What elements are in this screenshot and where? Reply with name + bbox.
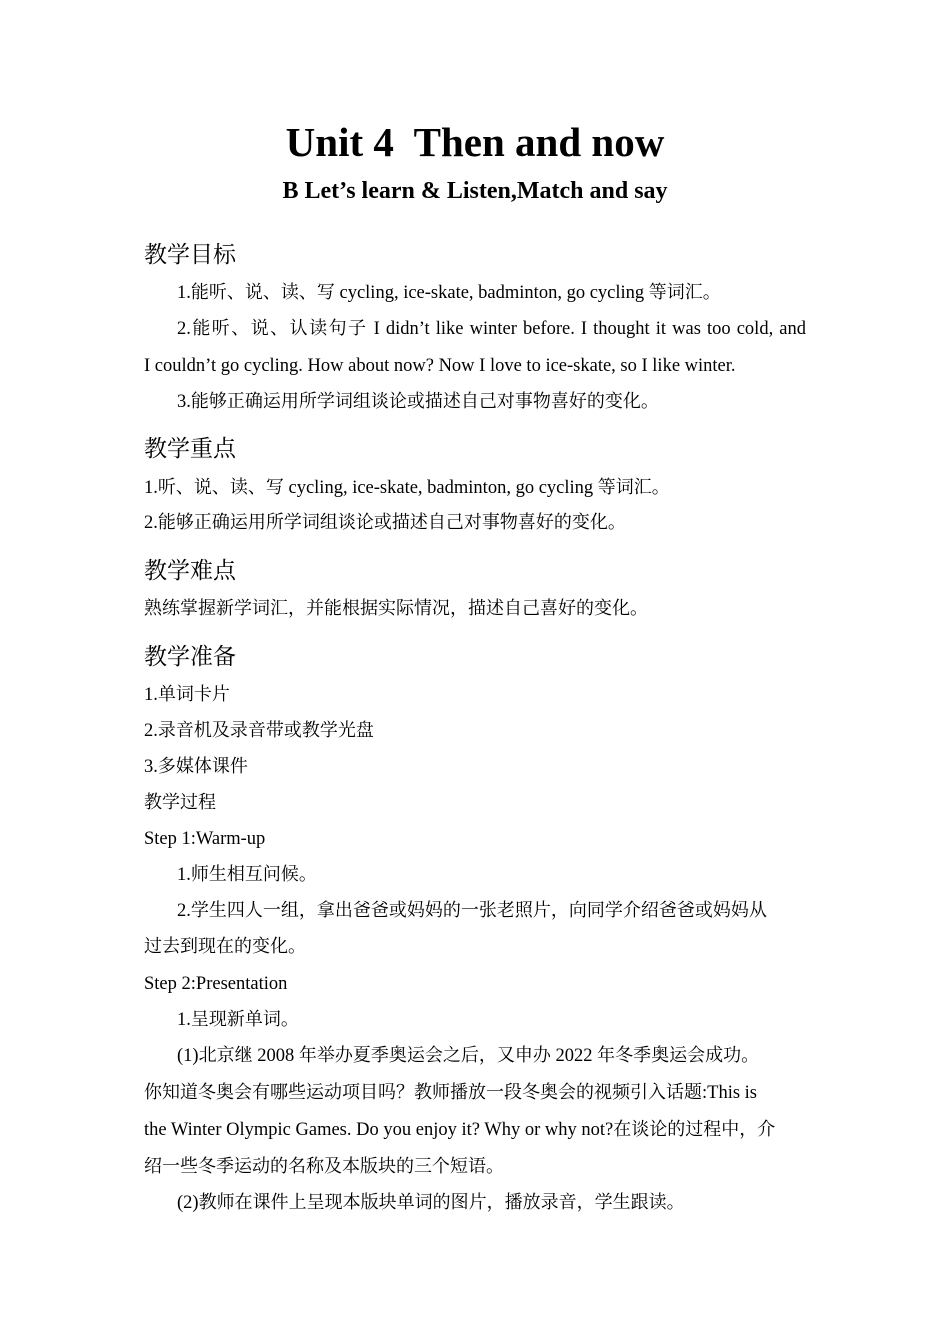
s2-p1-a: 北京继	[198, 1045, 253, 1066]
step-2-paragraph-1-line-4: 绍一些冬季运动的名称及本版块的三个短语。	[144, 1156, 504, 1177]
goal-item-1	[177, 280, 806, 306]
step-2-paragraph-1	[177, 1043, 806, 1069]
goal-item-3	[177, 389, 806, 415]
key-1-zh-end: 等词汇。	[597, 477, 670, 498]
goal-2-num: 2.	[177, 319, 191, 339]
key-2-num: 2.	[144, 513, 158, 533]
goal-1-num: 1.	[177, 283, 191, 303]
preparation-item-3	[144, 754, 806, 780]
goals-heading: 教学目标	[144, 242, 236, 268]
key-point-item-2	[144, 510, 806, 536]
step-2-paragraph-1-line-2	[144, 1080, 806, 1106]
step-2-item-1	[177, 1007, 806, 1033]
prep-3-num: 3.	[144, 757, 158, 777]
prep-1-zh: 单词卡片	[157, 684, 230, 705]
s2-p1-year-1: 2008	[252, 1046, 299, 1066]
difficulties-text: 熟练掌握新学词汇，并能根据实际情况，描述自己喜好的变化。	[144, 598, 648, 619]
s2-p1-c: 年举办夏季奥运会之后，又申办	[298, 1045, 551, 1066]
s2-p1-e: 年冬季奥运会成功。	[597, 1045, 760, 1066]
s1-2-num: 2.	[177, 901, 191, 921]
step-1-item-2	[177, 898, 806, 924]
goal-2-en: I didn’t like winter before. I thought it was too cold, and	[367, 319, 806, 339]
step-1-item-1	[177, 862, 806, 888]
s2-p2-num: (2)	[177, 1193, 199, 1213]
goal-item-2	[177, 316, 806, 342]
prep-2-zh: 录音机及录音带或教学光盘	[157, 720, 374, 741]
difficulties-heading: 教学难点	[144, 558, 236, 584]
step-1-title: Step 1:Warm-up	[144, 829, 266, 849]
s2-p1-year-2: 2022	[550, 1046, 598, 1066]
preparation-item-1	[144, 682, 806, 708]
s2-p1-l2-zh: 你知道冬奥会有哪些运动项目吗？教师播放一段冬奥会的视频引入话题	[144, 1082, 702, 1103]
goal-2-zh: 能听、说、认读句子	[190, 318, 368, 339]
key-2-zh: 能够正确运用所学词组谈论或描述自己对事物喜好的变化。	[157, 512, 626, 533]
preparation-heading: 教学准备	[144, 644, 236, 670]
step-2-paragraph-1-line-3	[144, 1117, 806, 1143]
step-2-paragraph-2	[177, 1190, 806, 1216]
s2-1-zh: 呈现新单词。	[190, 1009, 299, 1030]
s2-p1-l3-zh: 在谈论的过程中，介	[613, 1119, 776, 1140]
document-subtitle: B Let’s learn & Listen,Match and say	[282, 178, 668, 204]
goal-item-2-continued: I couldn’t go cycling. How about now? Now I love to ice-skate, so I like winter.	[144, 356, 736, 376]
s1-2-zh: 学生四人一组，拿出爸爸或妈妈的一张老照片，向同学介绍爸爸或妈妈从	[190, 900, 767, 921]
key-1-num: 1.	[144, 478, 158, 498]
goal-3-num: 3.	[177, 392, 191, 412]
goal-1-zh: 能听、说、读、写	[190, 282, 335, 303]
key-1-en: cycling, ice-skate, badminton, go cycling	[283, 478, 598, 498]
s2-p1-l3-en: the Winter Olympic Games. Do you enjoy it? Why or why not?	[144, 1120, 614, 1140]
step-2-title: Step 2:Presentation	[144, 974, 288, 994]
goal-1-en: cycling, ice-skate, badminton, go cycling	[334, 283, 649, 303]
key-1-zh: 听、说、读、写	[157, 477, 284, 498]
s2-p1-num: (1)	[177, 1046, 199, 1066]
document-title: Unit 4 Then and now	[285, 119, 665, 165]
s2-p1-l2-en: :This is	[702, 1083, 757, 1103]
goal-3-zh: 能够正确运用所学词组谈论或描述自己对事物喜好的变化。	[190, 391, 659, 412]
step-1-item-2-continued: 过去到现在的变化。	[144, 936, 306, 957]
s2-p2-zh: 教师在课件上呈现本版块单词的图片，播放录音，学生跟读。	[198, 1192, 685, 1213]
preparation-item-2	[144, 718, 806, 744]
s1-1-num: 1.	[177, 865, 191, 885]
prep-3-zh: 多媒体课件	[157, 756, 248, 777]
prep-2-num: 2.	[144, 721, 158, 741]
key-points-heading: 教学重点	[144, 436, 236, 462]
key-point-item-1	[144, 475, 806, 501]
s1-1-zh: 师生相互问候。	[190, 864, 317, 885]
s2-1-num: 1.	[177, 1010, 191, 1030]
goal-1-zh-end: 等词汇。	[648, 282, 721, 303]
process-heading: 教学过程	[144, 792, 216, 813]
prep-1-num: 1.	[144, 685, 158, 705]
